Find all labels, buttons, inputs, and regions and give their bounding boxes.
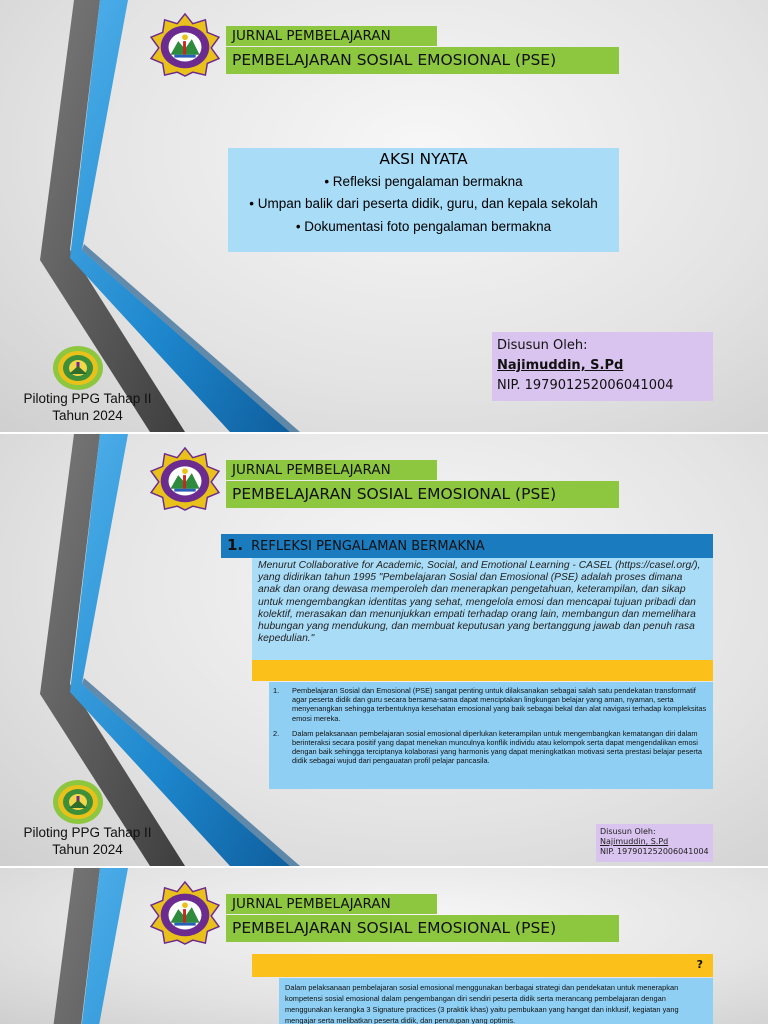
piloting-caption (0, 824, 175, 858)
school-seal-logo (148, 446, 222, 512)
author-box (492, 332, 713, 401)
highlight-bar (252, 954, 713, 977)
aksi-nyata-box (228, 148, 619, 252)
section-number: 1. (227, 536, 244, 554)
author-box (596, 824, 713, 862)
author-name: Najimuddin, S.Pd (497, 358, 624, 373)
aksi-item: • Dokumentasi foto pengalaman bermakna (295, 219, 552, 234)
strategy-paragraph: Dalam pelaksanaan pembelajaran sosial emosional menggunakan berbagai strategi dan pendekatan untuk menerapkan kompetensi sosial emosional dalam pengembangan diri sendiri peserta didik serta merancang pembelajaran dengan menggunakan kerangka 3 Signature practices (3 praktik khas) yaitu pembukaan yang hangat dan inklusif, kegiatan yang mengajar serta melibatkan peserta didik, dan penutupan yang optimis. (279, 978, 713, 1024)
ppg-logo (52, 344, 104, 392)
piloting-caption (0, 390, 175, 424)
header-title-line1: JURNAL PEMBELAJARAN (226, 894, 437, 914)
school-seal-logo (148, 12, 222, 78)
slide-1 (0, 0, 768, 432)
ppg-logo (52, 778, 104, 826)
header-title-line2: PEMBELAJARAN SOSIAL EMOSIONAL (PSE) (226, 47, 619, 74)
header-title-line2: PEMBELAJARAN SOSIAL EMOSIONAL (PSE) (226, 915, 619, 942)
casel-quote: Menurut Collaborative for Academic, Social, and Emotional Learning - CASEL (https://casel.org/), yang didirikan tahun 1995 "Pembelajaran Sosial dan Emosional (PSE) adalah proses dimana anak dan orang dewasa memperoleh dan menerapkan pengetahuan, keterampilan, dan sikap untuk mengembangkan identitas yang sehat, mengelola emosi dan mencapai tujuan pribadi dan kolektif, merasakan dan menunjukkan empati terhadap orang lain, membangun dan memelihara hubungan yang mendukung, dan membuat keputusan yang bertanggung jawab dan penuh rasa kepedulian." (252, 558, 713, 660)
header-title-line2: PEMBELAJARAN SOSIAL EMOSIONAL (PSE) (226, 481, 619, 508)
piloting-line2: Tahun 2024 (52, 408, 123, 423)
list-text: Dalam pelaksanaan pembelajaran sosial emosional diperlukan keterampilan untuk mengembangkan kematangan diri dalam berinteraksi secara positif yang dapat menekan munculnya konflik individu atau kelompok serta dapat mengendalikan emosi dengan baik sehingga terciptanya kolaborasi yang harmonis yang dapat meningkatkan motivasi serta prestasi belajar peserta didik sebagai wujud dari pengauatan profil pelajar pancasila. (292, 728, 703, 766)
aksi-item: • Refleksi pengalaman bermakna (324, 174, 523, 189)
section-header (221, 534, 713, 558)
section-title: REFLEKSI PENGALAMAN BERMAKNA (251, 539, 485, 554)
highlight-bar (252, 660, 713, 681)
author-nip: NIP. 197901252006041004 (600, 847, 709, 856)
list-number: 1. (273, 686, 280, 695)
author-label: Disusun Oleh: (497, 338, 588, 353)
aksi-nyata-title: AKSI NYATA (379, 150, 468, 168)
piloting-line2: Tahun 2024 (52, 842, 123, 857)
piloting-line1: Piloting PPG Tahap II (23, 825, 152, 840)
aksi-item: • Umpan balik dari peserta didik, guru, dan kepala sekolah (249, 196, 598, 211)
list-item (273, 686, 707, 723)
author-label: Disusun Oleh: (600, 827, 656, 836)
list-item (273, 729, 707, 766)
header-title-line1: JURNAL PEMBELAJARAN (226, 460, 437, 480)
question-mark: ? (696, 958, 703, 971)
list-text: Pembelajaran Sosial dan Emosional (PSE) sangat penting untuk dilaksanakan sebagai salah satu pendekatan transformatif agar peserta didik dan guru secara bersama-sama dapat menciptakan lingkungan belajar yang aman, nyaman, serta menyenangkan sehingga terbentuknya kesehatan emosional yang baik sebagai bekal dan alat navigasi terhadap kompleksitas emosi mereka. (292, 686, 707, 723)
slide-2 (0, 434, 768, 866)
author-name: Najimuddin, S.Pd (600, 837, 669, 846)
slide-3 (0, 868, 768, 1024)
school-seal-logo (148, 880, 222, 946)
author-nip: NIP. 197901252006041004 (497, 378, 674, 393)
piloting-line1: Piloting PPG Tahap II (23, 391, 152, 406)
header-title-line1: JURNAL PEMBELAJARAN (226, 26, 437, 46)
list-number: 2. (273, 728, 280, 738)
reflection-list (269, 682, 713, 789)
